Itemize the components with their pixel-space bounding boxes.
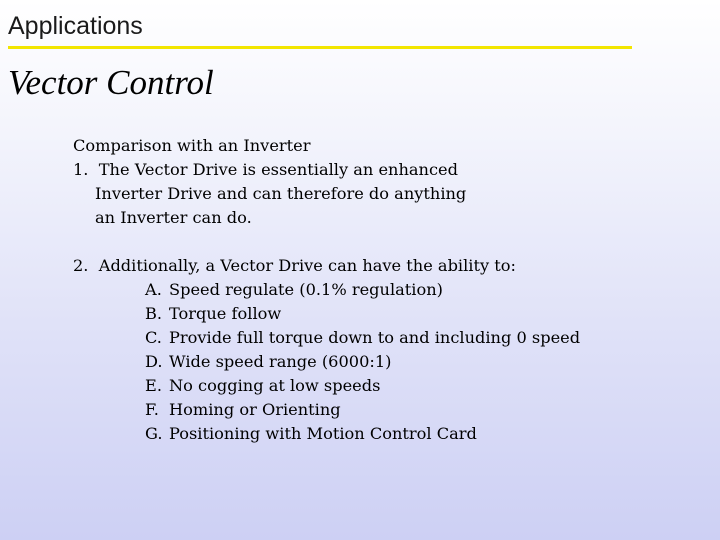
list-item: [73, 422, 673, 446]
list-item: [73, 350, 673, 374]
point-2-line: [73, 254, 673, 278]
list-item-letter: A.: [145, 280, 162, 299]
list-item: [73, 374, 673, 398]
point-1-text-1: The Vector Drive is essentially an enhanced: [98, 160, 458, 179]
list-item-text: Speed regulate (0.1% regulation): [169, 280, 443, 299]
list-item-letter: G.: [145, 424, 163, 443]
list-item: [73, 278, 673, 302]
point-2-number: 2.: [73, 256, 89, 275]
header-title: Applications: [8, 12, 143, 40]
list-item-text: Provide full torque down to and including 0 speed: [169, 328, 581, 347]
slide-body: [73, 134, 673, 446]
list-item-text: Homing or Orienting: [169, 400, 341, 419]
point-2-text: Additionally, a Vector Drive can have the ability to:: [98, 256, 516, 275]
intro-line: Comparison with an Inverter: [73, 136, 311, 155]
list-item-text: Positioning with Motion Control Card: [169, 424, 477, 443]
slide-title: Vector Control: [8, 63, 214, 102]
list-item-letter: E.: [145, 376, 162, 395]
header-divider: [8, 46, 632, 49]
list-item-letter: D.: [145, 352, 163, 371]
list-item: [73, 326, 673, 350]
point-1-number: 1.: [73, 160, 89, 179]
list-item-text: Wide speed range (6000:1): [169, 352, 392, 371]
point-1-line-3: an Inverter can do.: [95, 208, 252, 227]
spacer: [73, 230, 673, 254]
list-item-text: No cogging at low speeds: [169, 376, 381, 395]
list-item-text: Torque follow: [169, 304, 282, 323]
list-item-letter: B.: [145, 304, 163, 323]
list-item: [73, 302, 673, 326]
list-item: [73, 398, 673, 422]
list-item-letter: C.: [145, 328, 162, 347]
point-1-line-1: [73, 158, 673, 182]
point-1-line-2: Inverter Drive and can therefore do anything: [95, 184, 467, 203]
list-item-letter: F.: [145, 400, 159, 419]
